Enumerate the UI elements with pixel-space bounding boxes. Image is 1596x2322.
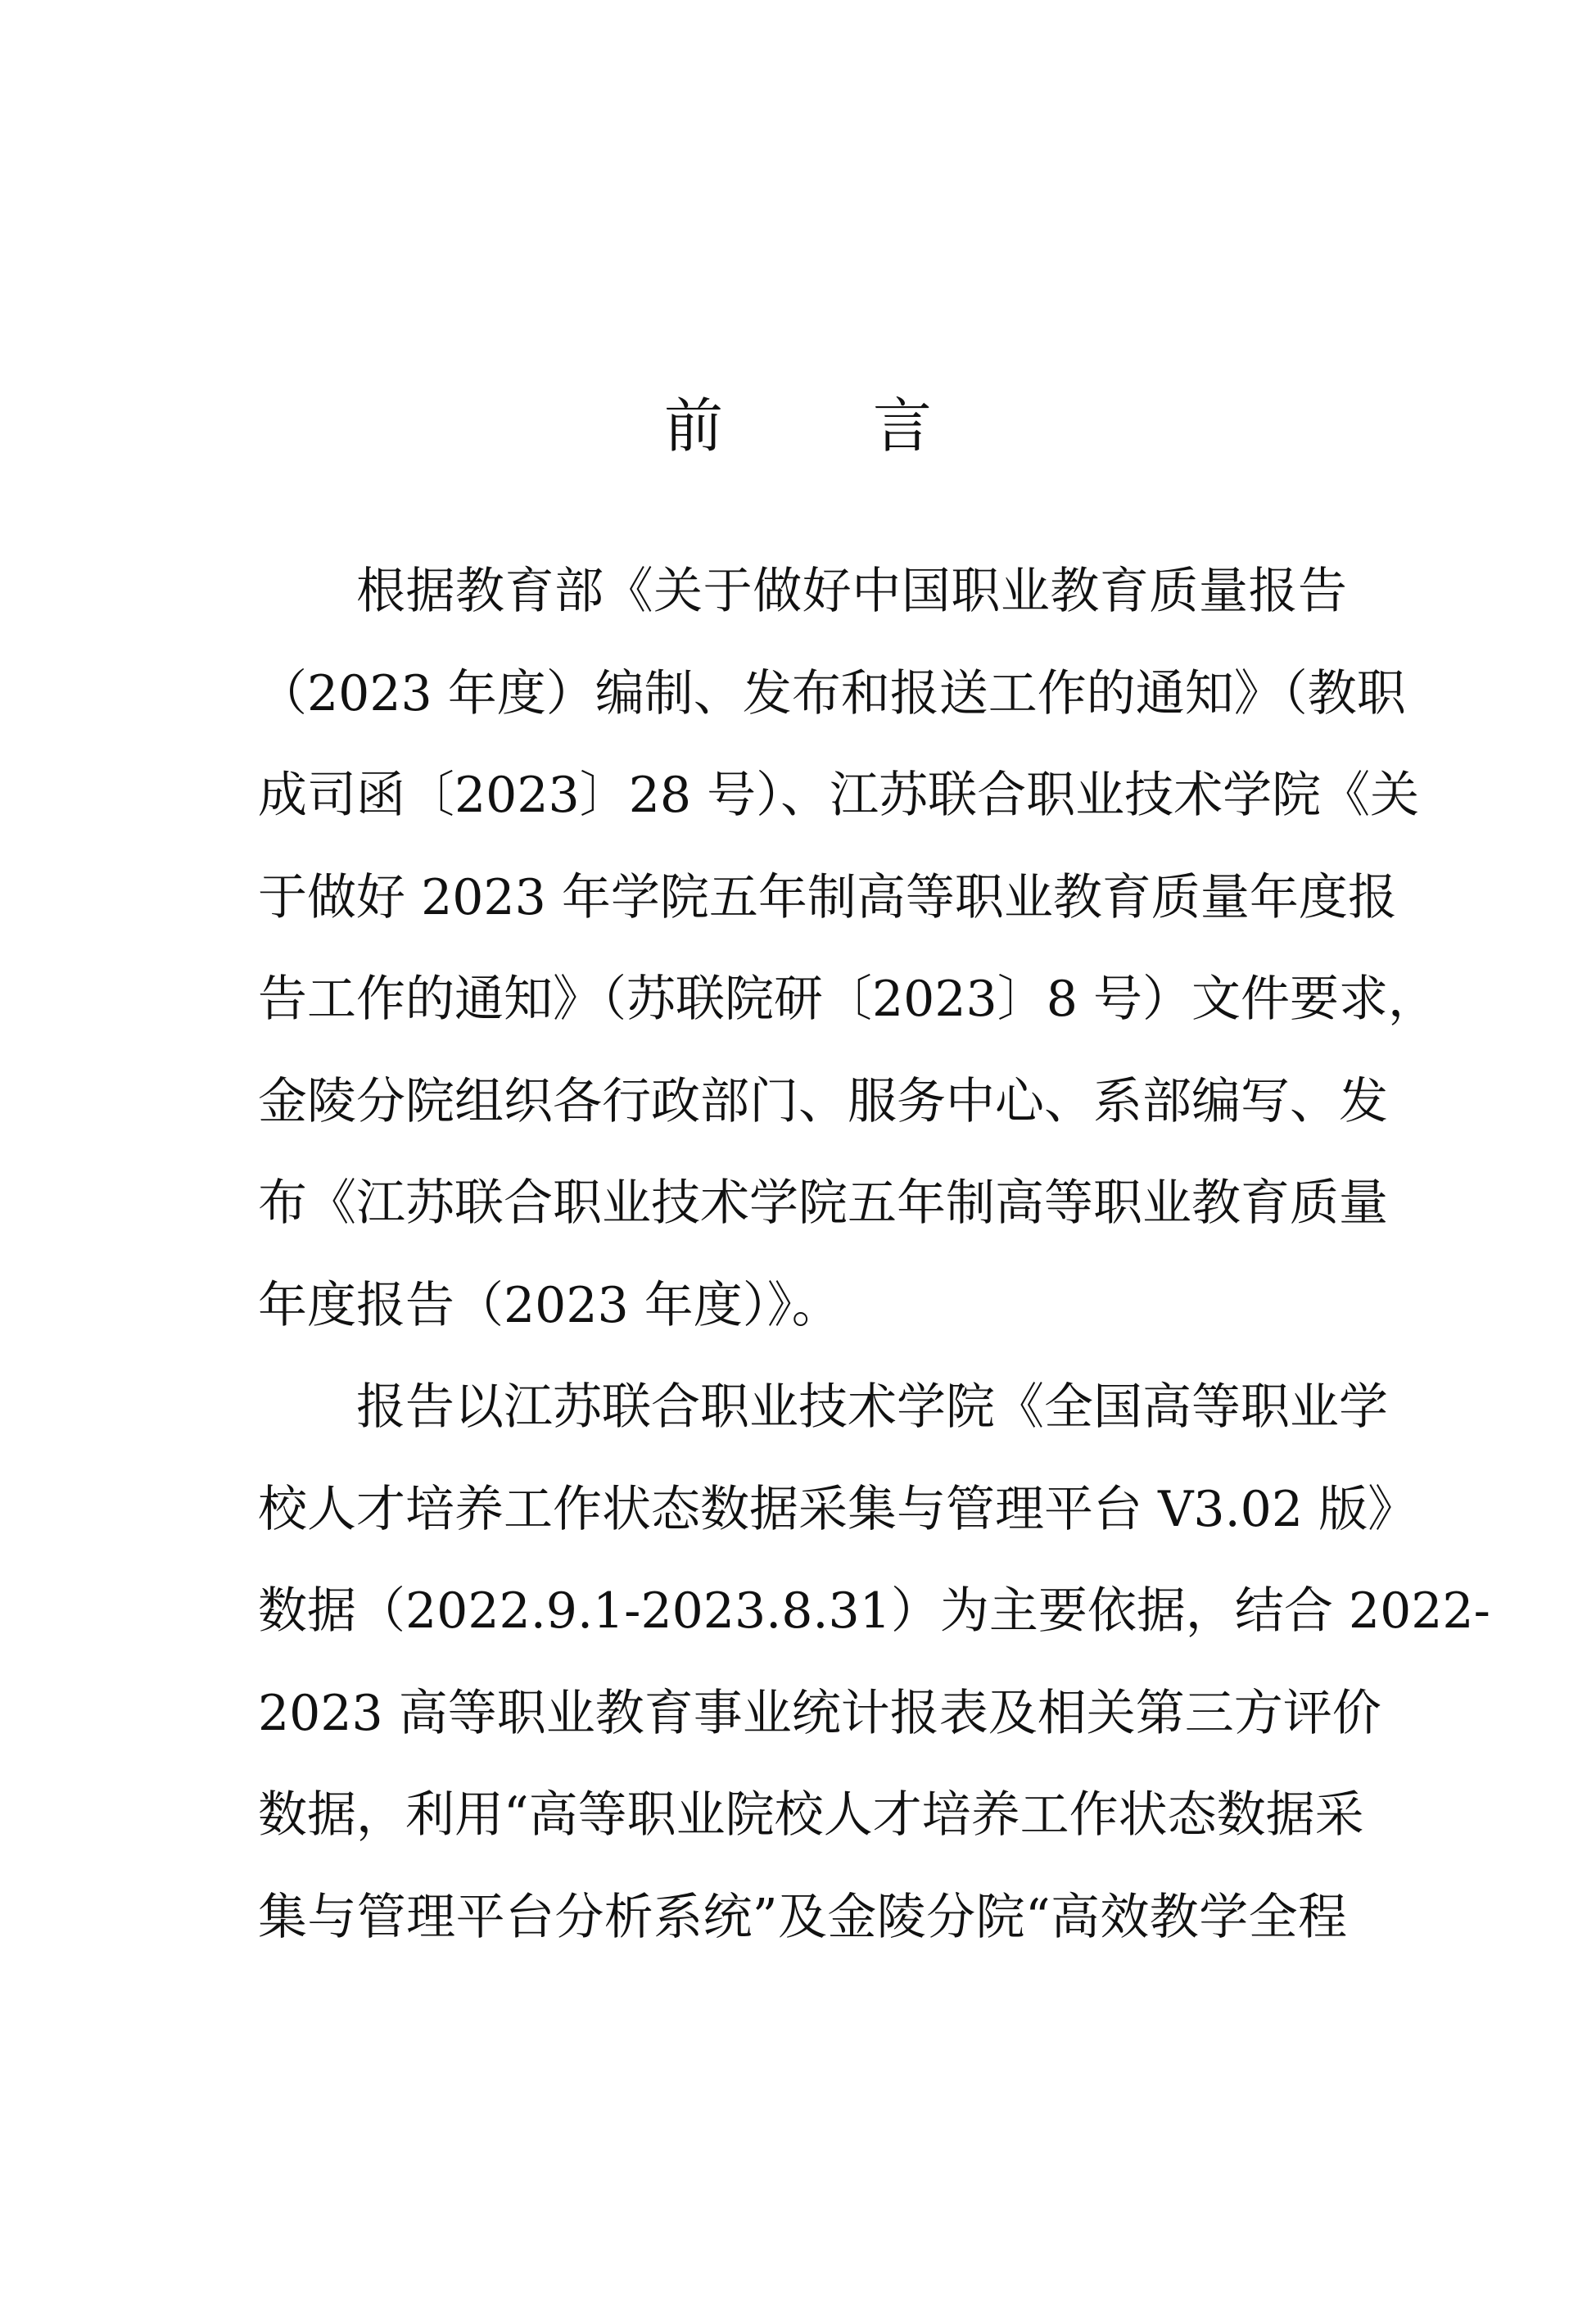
text-line: 布《江苏联合职业技术学院五年制高等职业教育质量 [258, 1175, 1388, 1232]
text-line: （2023 年度）编制、发布和报送工作的通知》（教职 [258, 664, 1406, 722]
document-body [258, 541, 1490, 1968]
text-line: 数据，利用“高等职业院校人才培养工作状态数据采 [258, 1786, 1364, 1844]
page-title: 前 言 [664, 392, 997, 460]
text-line: 数据（2022.9.1-2023.8.31）为主要依据，结合 2022- [258, 1582, 1490, 1640]
text-line: 校人才培养工作状态数据采集与管理平台 V3.02 版》 [258, 1480, 1417, 1538]
text-line: 根据教育部《关于做好中国职业教育质量报告 [356, 563, 1347, 620]
text-line: 成司函〔2023〕28 号）、江苏联合职业技术学院《关 [258, 767, 1420, 824]
paragraph-2 [258, 1356, 1490, 1968]
text-line: 告工作的通知》（苏联院研〔2023〕8 号）文件要求， [258, 971, 1437, 1028]
text-line: 于做好 2023 年学院五年制高等职业教育质量年度报 [258, 868, 1397, 926]
text-line: 集与管理平台分析系统”及金陵分院“高效教学全程 [258, 1888, 1347, 1946]
text-line: 报告以江苏联合职业技术学院《全国高等职业学 [356, 1378, 1388, 1436]
paragraph-1 [258, 541, 1437, 1356]
text-line: 2023 高等职业教育事业统计报表及相关第三方评价 [258, 1684, 1381, 1742]
text-line: 年度报告（2023 年度）》。 [258, 1276, 841, 1334]
text-line: 金陵分院组织各行政部门、服务中心、系部编写、发 [258, 1072, 1388, 1130]
